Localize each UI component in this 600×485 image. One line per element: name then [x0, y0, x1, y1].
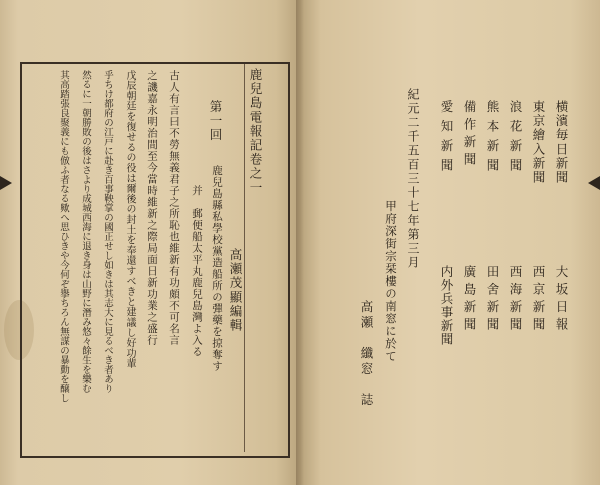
chapter-title-1: 鹿兒島縣私學校黨造船所の彈藥を掠奪す	[211, 165, 223, 372]
left-edge-mark	[0, 176, 12, 190]
newspaper-8: 西京新聞	[531, 265, 546, 335]
newspaper-12: 内外兵事新聞	[439, 265, 454, 346]
newspaper-6: 愛知新聞	[439, 100, 454, 178]
newspaper-11: 廣島新聞	[462, 265, 477, 335]
newspaper-10: 田舍新聞	[485, 265, 500, 335]
right-edge-mark	[588, 176, 600, 190]
right-page	[300, 0, 600, 485]
newspaper-7: 大坂日報	[554, 265, 569, 335]
newspaper-2: 東京繪入新聞	[531, 100, 546, 185]
body-line-2: 之譏嘉永明治間至今當時維新之際局面日新功業之盛行	[146, 70, 158, 346]
author-credit: 高瀬茂顯編輯	[228, 248, 243, 333]
preface-date: 紀元二千五百三十七年第三月	[406, 88, 420, 270]
body-line-6: 其高踏張良聚義にも倣ふ者なる歟へ思ひきや今何ぞ擧ちろん無謀の暴動を醸し	[58, 70, 69, 403]
chapter-number: 第一回	[208, 100, 223, 143]
newspaper-9: 西海新聞	[508, 265, 523, 335]
preface-place: 甲府深街宗栞樓の南窓に於て	[384, 200, 398, 363]
newspaper-4: 熊本新聞	[485, 100, 500, 178]
body-line-1: 古人有言曰不勞無義君子之所恥也維新有功頗不可名言	[168, 70, 180, 346]
body-line-5: 然るに一朝勝敗の後はさより成城西海に退き身は山野に潛み悠々餘生を樂む	[80, 70, 91, 393]
body-line-3: 戊辰朝廷を復せるの役は爾後の封土を奉還すべきと建議し好功輩	[124, 70, 135, 369]
body-line-4: 乎ちけ都府の江戸に赴き百事鞅掌の國正せし如きは其志大に見るべき者あり	[102, 70, 113, 393]
book-gutter	[296, 0, 304, 485]
chapter-title-2: 并 郵便船太平丸鹿兒島灣よ入る	[191, 185, 203, 358]
preface-signature: 高瀬 纖窓 誌	[359, 300, 374, 409]
newspaper-5: 備作新聞	[462, 100, 477, 170]
column-rule	[244, 64, 245, 452]
newspaper-1: 横濱毎日新聞	[554, 100, 569, 185]
volume-title: 鹿兒島電報記卷之一	[248, 68, 263, 195]
newspaper-3: 浪花新聞	[508, 100, 523, 178]
